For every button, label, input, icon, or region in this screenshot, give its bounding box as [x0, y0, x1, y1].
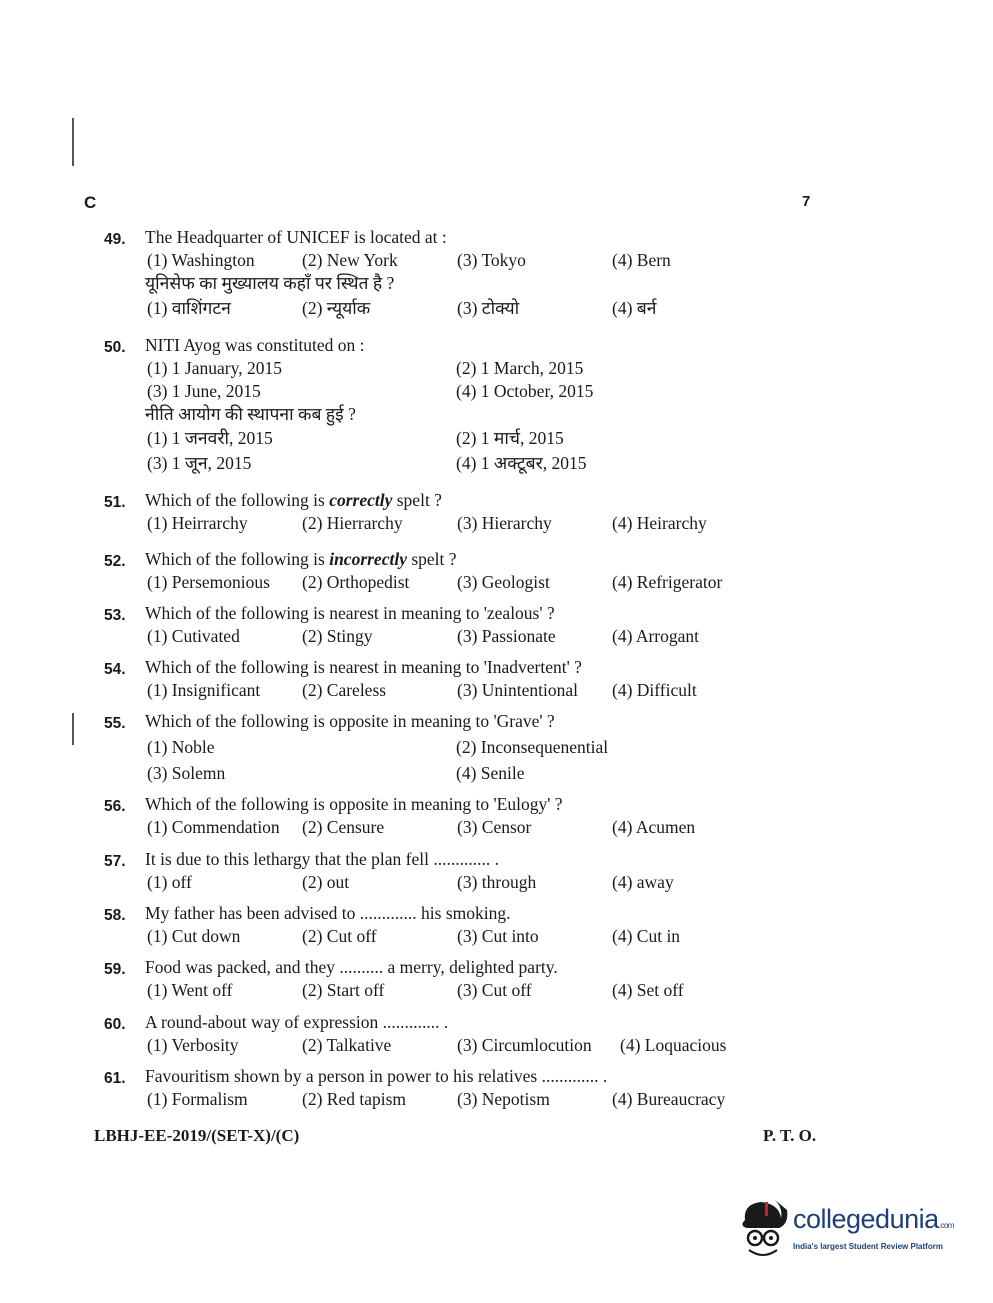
option: (3) Solemn: [147, 763, 226, 783]
option: (3) Geologist: [457, 572, 550, 592]
question-text: Which of the following is incorrectly spelt ?: [145, 549, 457, 569]
option: (2) Censure: [302, 817, 385, 837]
logo-suffix: .com: [938, 1221, 954, 1230]
emphasis: incorrectly: [329, 549, 407, 569]
question-number: 60.: [104, 1016, 126, 1033]
set-code: C: [84, 193, 97, 212]
option: (3) Censor: [457, 817, 532, 837]
option: (3) Nepotism: [457, 1089, 550, 1109]
pto-label: P. T. O.: [763, 1126, 817, 1145]
option: (3) Tokyo: [457, 250, 526, 270]
question-number: 58.: [104, 907, 126, 924]
option-hindi: (3) टोक्यो: [457, 298, 520, 318]
question-text: My father has been advised to ............. his smoking.: [145, 903, 511, 923]
option-hindi: (3) 1 जून, 2015: [147, 453, 252, 473]
option: (1) Heirrarchy: [147, 513, 248, 533]
option: (4) away: [612, 872, 674, 892]
option: (2) Inconsequenential: [456, 737, 609, 757]
option: (4) Arrogant: [612, 626, 699, 646]
option: (2) New York: [302, 250, 398, 270]
option: (4) Set off: [612, 980, 684, 1000]
question-number: 55.: [104, 715, 126, 732]
option: (3) Passionate: [457, 626, 556, 646]
option: (3) Cut off: [457, 980, 532, 1000]
option: (1) Verbosity: [147, 1035, 239, 1055]
option: (1) Went off: [147, 980, 233, 1000]
option: (1) Cutivated: [147, 626, 240, 646]
option-hindi: (4) 1 अक्टूबर, 2015: [456, 453, 587, 473]
option: (3) Unintentional: [457, 680, 579, 700]
question-number: 53.: [104, 607, 126, 624]
option: (3) 1 June, 2015: [147, 381, 261, 401]
option: (2) Orthopedist: [302, 572, 410, 592]
question-number: 61.: [104, 1070, 126, 1087]
option: (1) 1 January, 2015: [147, 358, 282, 378]
option: (3) Hierarchy: [457, 513, 552, 533]
emphasis: correctly: [329, 490, 393, 510]
margin-mark: [72, 713, 74, 745]
option-hindi: (1) 1 जनवरी, 2015: [147, 428, 273, 448]
option: (4) Cut in: [612, 926, 681, 946]
collegedunia-logo[interactable]: [735, 1198, 965, 1268]
option-hindi: (2) 1 मार्च, 2015: [456, 428, 564, 448]
option: (4) Loquacious: [620, 1035, 727, 1055]
question-text: The Headquarter of UNICEF is located at :: [145, 227, 447, 247]
option: (1) Washington: [147, 250, 255, 270]
option: (2) Talkative: [302, 1035, 392, 1055]
option: (4) Acumen: [612, 817, 696, 837]
logo-tagline: India's largest Student Review Platform: [793, 1242, 943, 1251]
option: (3) Cut into: [457, 926, 539, 946]
option-hindi: (4) बर्न: [612, 298, 657, 318]
question-number: 51.: [104, 494, 126, 511]
question-number: 50.: [104, 339, 126, 356]
paper-code: LBHJ-EE-2019/(SET-X)/(C): [94, 1126, 300, 1145]
question-text: Which of the following is nearest in meaning to 'zealous' ?: [145, 603, 555, 623]
option: (2) Stingy: [302, 626, 373, 646]
question-text: Which of the following is correctly spelt ?: [145, 490, 442, 510]
margin-mark: [72, 118, 74, 166]
option: (2) Red tapism: [302, 1089, 407, 1109]
option: (1) Formalism: [147, 1089, 248, 1109]
option: (2) Cut off: [302, 926, 377, 946]
option: (3) Circumlocution: [457, 1035, 592, 1055]
option: (1) Persemonious: [147, 572, 270, 592]
option: (2) Careless: [302, 680, 387, 700]
option: (2) Hierrarchy: [302, 513, 403, 533]
option-hindi: (2) न्यूर्याक: [302, 298, 371, 318]
option: (4) Bureaucracy: [612, 1089, 726, 1109]
option: (4) Senile: [456, 763, 525, 783]
question-number: 52.: [104, 553, 126, 570]
question-number: 57.: [104, 853, 126, 870]
option: (1) Cut down: [147, 926, 241, 946]
question-text-hindi: नीति आयोग की स्थापना कब हुई ?: [145, 404, 356, 424]
question-text: Favouritism shown by a person in power to his relatives ............. .: [145, 1066, 608, 1086]
page-number: 7: [802, 193, 811, 210]
mascot-icon: [735, 1198, 793, 1266]
question-text: Which of the following is nearest in meaning to 'Inadvertent' ?: [145, 657, 582, 677]
option: (4) Bern: [612, 250, 671, 270]
logo-wordmark: collegedunia: [793, 1204, 939, 1234]
option: (2) Start off: [302, 980, 385, 1000]
question-number: 54.: [104, 661, 126, 678]
question-text: Food was packed, and they .......... a merry, delighted party.: [145, 957, 558, 977]
option: (2) 1 March, 2015: [456, 358, 584, 378]
option: (1) off: [147, 872, 192, 892]
question-text-hindi: यूनिसेफ का मुख्यालय कहाँ पर स्थित है ?: [145, 273, 395, 293]
question-number: 56.: [104, 798, 126, 815]
question-text: Which of the following is opposite in meaning to 'Eulogy' ?: [145, 794, 563, 814]
question-number: 59.: [104, 961, 126, 978]
question-text: NITI Ayog was constituted on :: [145, 335, 365, 355]
option: (1) Commendation: [147, 817, 280, 837]
question-text: It is due to this lethargy that the plan fell ............. .: [145, 849, 499, 869]
option-hindi: (1) वाशिंगटन: [147, 298, 231, 318]
option: (1) Noble: [147, 737, 215, 757]
option: (4) 1 October, 2015: [456, 381, 594, 401]
option: (3) through: [457, 872, 537, 892]
option: (4) Refrigerator: [612, 572, 723, 592]
option: (2) out: [302, 872, 350, 892]
question-number: 49.: [104, 231, 126, 248]
option: (4) Heirarchy: [612, 513, 707, 533]
option: (4) Difficult: [612, 680, 697, 700]
question-text: A round-about way of expression ............. .: [145, 1012, 449, 1032]
option: (1) Insignificant: [147, 680, 261, 700]
question-text: Which of the following is opposite in meaning to 'Grave' ?: [145, 711, 555, 731]
